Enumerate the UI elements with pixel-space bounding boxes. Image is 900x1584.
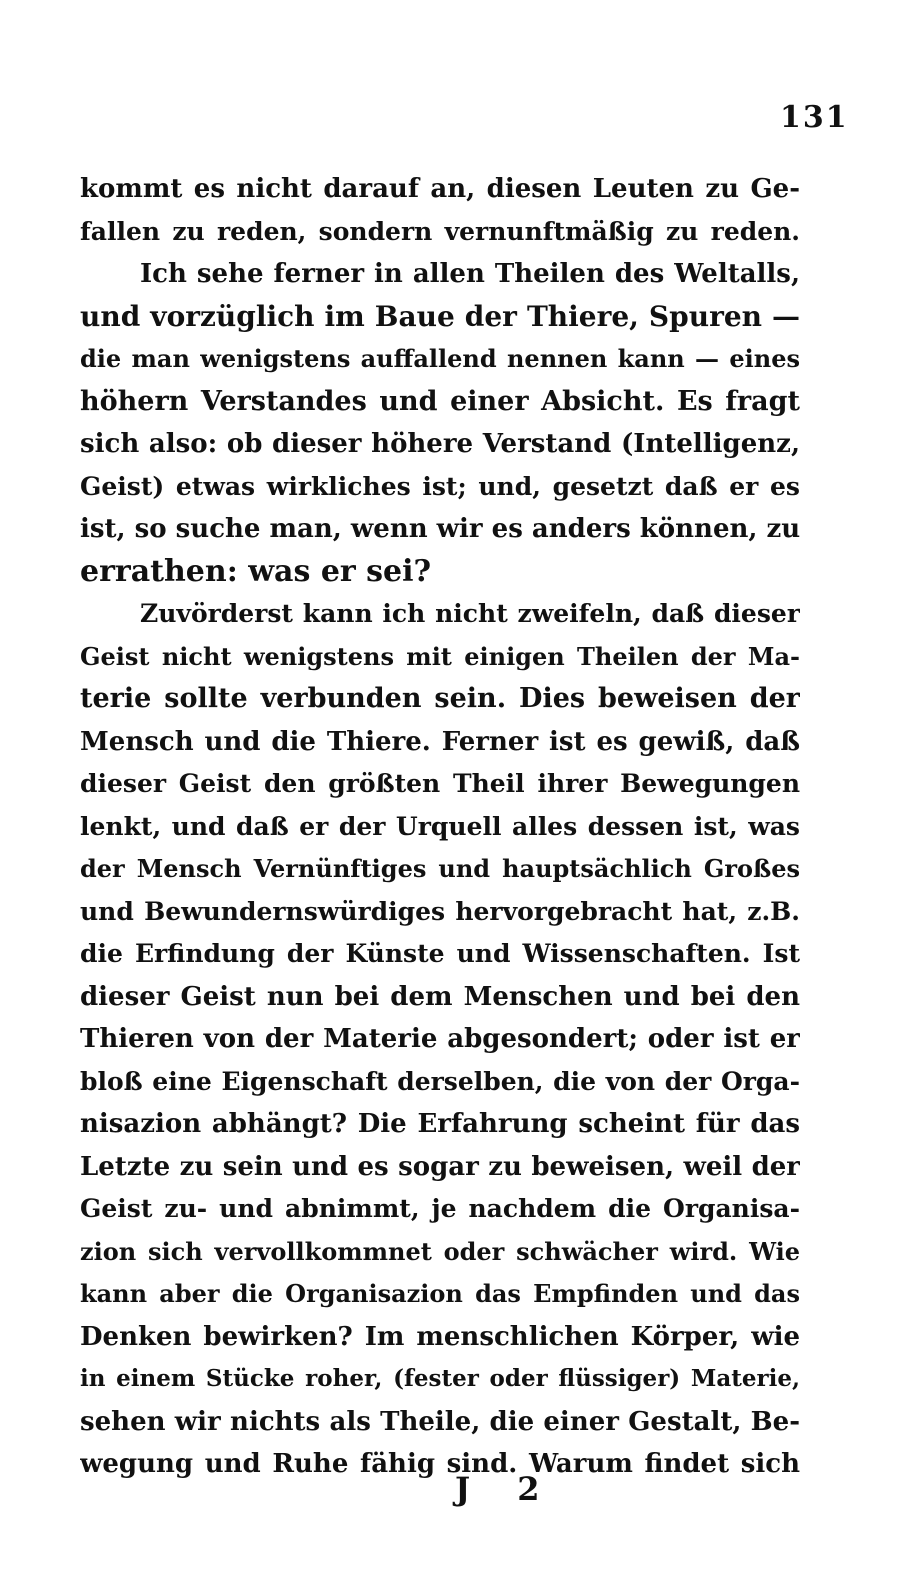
- text-line: wegung und Ruhe fähig sind. Warum findet sich: [80, 1449, 800, 1479]
- text-line: und Bewundernswürdiges hervorgebracht hat, z.B.: [80, 896, 800, 926]
- text-line: dieser Geist den größten Theil ihrer Bewegungen: [80, 769, 800, 798]
- text-line: lenkt, und daß er der Urquell alles dessen ist, was: [80, 811, 800, 841]
- text-line: Denken bewirken? Im menschlichen Körper, wie: [80, 1321, 800, 1352]
- body-text: [80, 168, 800, 1486]
- text-line: Geist) etwas wirkliches ist; und, gesetzt daß er es: [80, 471, 800, 501]
- text-line: terie sollte verbunden sein. Dies beweisen der: [80, 683, 800, 714]
- text-line: Zuvörderst kann ich nicht zweifeln, daß dieser: [140, 599, 800, 628]
- text-line: in einem Stücke roher, (fester oder flüssiger) Materie,: [80, 1365, 800, 1392]
- text-line: Mensch und die Thiere. Ferner ist es gewiß, daß: [80, 726, 800, 757]
- text-line: höhern Verstandes und einer Absicht. Es fragt: [80, 385, 800, 417]
- text-line: die man wenigstens auffallend nennen kann — eines: [80, 344, 800, 373]
- text-line: ist, so suche man, wenn wir es anders können, zu: [80, 514, 800, 544]
- text-line: Ich sehe ferner in allen Theilen des Weltalls,: [140, 259, 800, 289]
- text-line: errathen: was er sei?: [80, 553, 432, 589]
- text-line: Thieren von der Materie abgesondert; oder ist er: [80, 1024, 800, 1054]
- text-line: kann aber die Organisazion das Empfinden und das: [80, 1279, 800, 1308]
- text-line: fallen zu reden, sondern vernunftmäßig zu reden.: [80, 216, 800, 246]
- text-line: nisazion abhängt? Die Erfahrung scheint für das: [80, 1109, 800, 1139]
- text-line: dieser Geist nun bei dem Menschen und bei den: [80, 981, 800, 1012]
- text-line: Geist nicht wenigstens mit einigen Theilen der Ma-: [80, 641, 800, 671]
- text-line: sehen wir nichts als Theile, die einer Gestalt, Be-: [80, 1406, 800, 1437]
- text-line: sich also: ob dieser höhere Verstand (Intelligenz,: [80, 429, 800, 459]
- text-line: die Erfindung der Künste und Wissenschaften. Ist: [80, 939, 800, 968]
- text-line: bloß eine Eigenschaft derselben, die von der Orga-: [80, 1066, 800, 1096]
- text-line: Geist zu- und abnimmt, je nachdem die Organisa-: [80, 1194, 800, 1223]
- page-number: 131: [780, 100, 849, 135]
- text-line: und vorzüglich im Baue der Thiere, Spuren —: [80, 299, 800, 333]
- text-line: der Mensch Vernünftiges und hauptsächlich Großes: [80, 854, 800, 883]
- text-line: Letzte zu sein und es sogar zu beweisen, weil der: [80, 1151, 800, 1182]
- signature-mark: J 2: [455, 1470, 558, 1508]
- text-line: zion sich vervollkommnet oder schwächer wird. Wie: [80, 1236, 800, 1266]
- text-line: kommt es nicht darauf an, diesen Leuten zu Ge-: [80, 174, 800, 204]
